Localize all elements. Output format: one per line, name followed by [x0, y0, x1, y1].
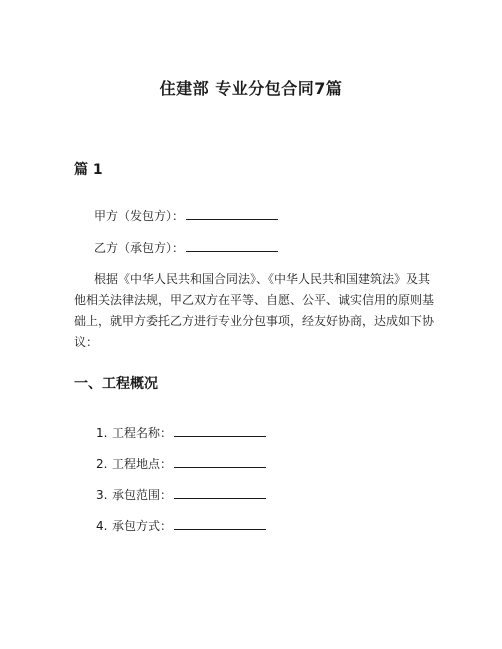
item-label: 工程名称：: [112, 426, 173, 440]
item-number: 4.: [96, 519, 108, 533]
intro-paragraph: [74, 269, 434, 353]
item-number: 3.: [96, 488, 108, 502]
intro-line: 础上，就甲方委托乙方进行专业分包事项，经友好协商，达成如下协: [74, 314, 435, 328]
document-title: 住建部 专业分包合同7篇: [159, 79, 343, 98]
intro-line: 他相关法律法规，甲乙双方在平等、自愿、公平、诚实信用的原则基: [74, 293, 435, 307]
project-overview-list: [96, 424, 266, 548]
party-b-blank: [186, 239, 278, 252]
party-b-label: 乙方（承包方）：: [94, 241, 185, 255]
list-item: [96, 486, 266, 517]
item-number: 1.: [96, 426, 108, 440]
list-item: [96, 455, 266, 486]
party-a-blank: [186, 207, 278, 220]
item-label: 承包范围：: [112, 488, 173, 502]
item-blank: [174, 486, 266, 499]
item-label: 工程地点：: [112, 457, 173, 471]
item-number: 2.: [96, 457, 108, 471]
list-item: [96, 517, 266, 548]
item-blank: [174, 517, 266, 530]
item-blank: [174, 455, 266, 468]
item-blank: [174, 424, 266, 437]
party-a-line: [94, 207, 278, 225]
intro-line: 议：: [74, 335, 99, 349]
list-item: [96, 424, 266, 455]
section-heading-overview: 一、工程概况: [74, 376, 158, 392]
part-heading: 篇 1: [74, 162, 103, 178]
party-b-line: [94, 239, 278, 257]
intro-line: 根据《中华人民共和国合同法》、《中华人民共和国建筑法》及其: [94, 272, 431, 286]
item-label: 承包方式：: [112, 519, 173, 533]
party-a-label: 甲方（发包方）：: [94, 209, 185, 223]
